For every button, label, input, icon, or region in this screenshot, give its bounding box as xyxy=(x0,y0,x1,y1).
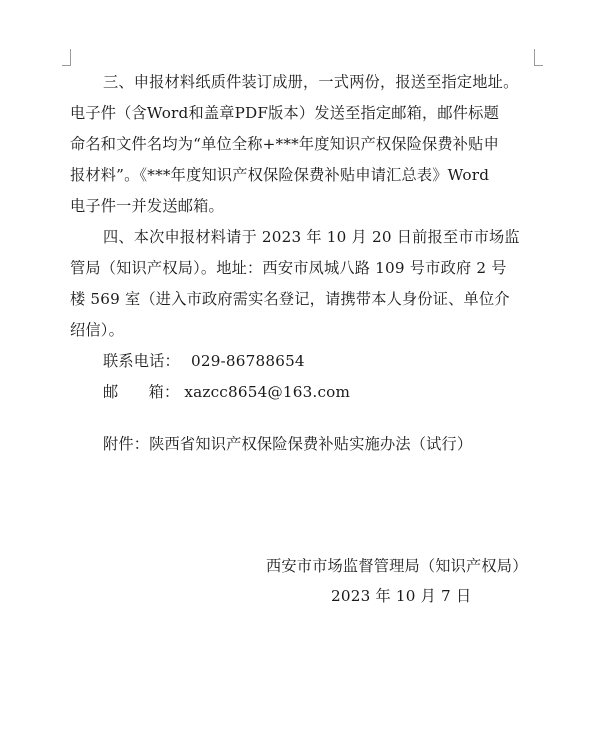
paragraph-line: 电子件（含Word和盖章PDF版本）发送至指定邮箱，邮件标题 xyxy=(70,104,499,122)
paragraph-line: 四、本次申报材料请于 2023 年 10 月 20 日前报至市市场监 xyxy=(103,228,520,246)
phone-value: 029-86788654 xyxy=(190,352,305,370)
contact-email xyxy=(103,382,573,402)
paragraph-line: 报材料”。《***年度知识产权保险保费补贴申请汇总表》Word xyxy=(70,166,490,184)
paragraph-line: 三、申报材料纸质件装订成册，一式两份，报送至指定地址。 xyxy=(103,73,519,91)
paragraph-line: 楼 569 室（进入市政府需实名登记，请携带本人身份证、单位介 xyxy=(70,290,510,308)
phone-label: 联系电话： xyxy=(103,352,180,370)
email-value: xazcc8654@163.com xyxy=(184,383,351,401)
corner-mark-top-right xyxy=(534,49,543,66)
corner-mark-top-left xyxy=(62,49,71,66)
email-label: 邮 箱： xyxy=(103,383,180,401)
contact-phone xyxy=(103,351,573,371)
signature-date: 2023 年 10 月 7 日 xyxy=(331,587,472,605)
paragraph-line: 电子件一并发送邮箱。 xyxy=(70,197,224,215)
signature-org: 西安市市场监督管理局（知识产权局） xyxy=(266,557,528,575)
paragraph-line: 命名和文件名均为“单位全称+***年度知识产权保险保费补贴申 xyxy=(70,135,499,153)
paragraph-line: 绍信）。 xyxy=(70,321,124,339)
paragraph-line: 管局（知识产权局）。地址：西安市凤城八路 109 号市政府 2 号 xyxy=(70,259,507,277)
attachment-line: 附件：陕西省知识产权保险保费补贴实施办法（试行） xyxy=(103,435,473,453)
